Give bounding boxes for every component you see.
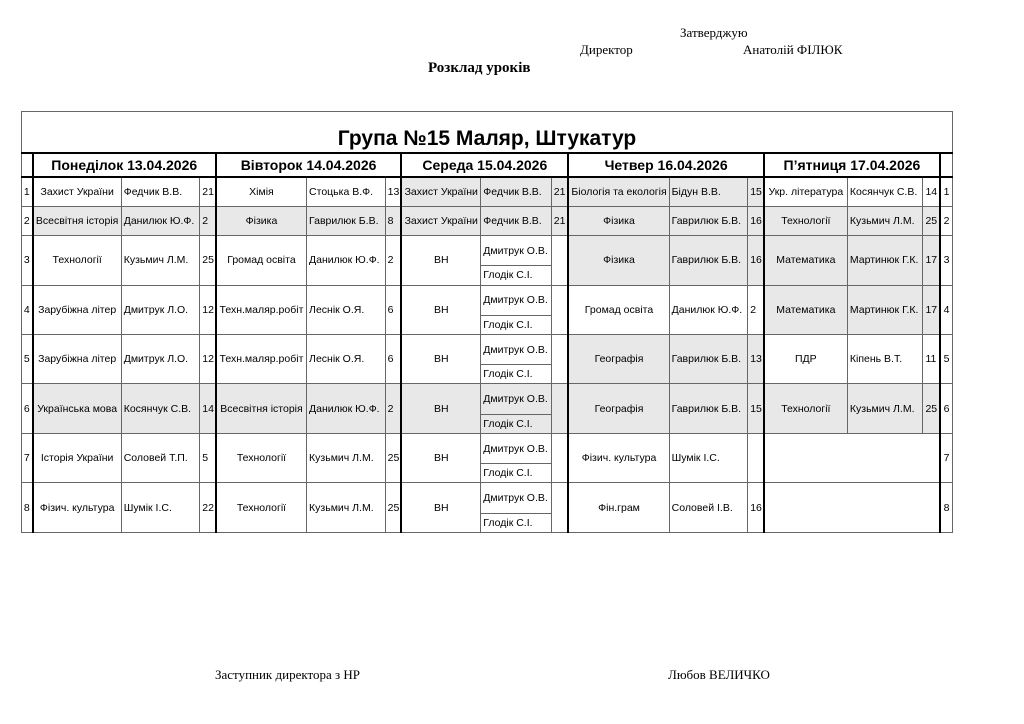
room-cell: 14 [200, 384, 216, 433]
approval-label: Затверджую [680, 25, 748, 40]
subject-cell: Математика [764, 285, 848, 334]
room-cell [551, 483, 568, 533]
room-cell: 6 [385, 335, 401, 384]
empty-lesson-cell [764, 433, 940, 482]
room-cell [551, 285, 568, 334]
table-row [22, 335, 953, 365]
subject-cell: Фізика [568, 206, 669, 235]
room-cell: 12 [200, 335, 216, 384]
teacher-cell: Гаврилюк Б.В. [669, 206, 748, 235]
subject-cell: Технології [764, 206, 848, 235]
room-cell: 2 [200, 206, 216, 235]
teacher-cell: Соловей І.В. [669, 483, 748, 533]
day-spacer-right [940, 153, 952, 177]
table-row [22, 433, 953, 463]
teacher-cell: Гаврилюк Б.В. [669, 236, 748, 285]
teacher-cell: Шумік І.С. [121, 483, 200, 533]
teacher-cell: Кузьмич Л.М. [847, 206, 923, 235]
teacher-cell: Дмитрук О.В. [481, 285, 552, 315]
subject-cell: Захист України [401, 206, 481, 235]
teacher-cell: Стоцька В.Ф. [307, 177, 386, 206]
room-cell: 2 [748, 285, 764, 334]
day-header-wednesday: Середа 15.04.2026 [401, 153, 568, 177]
room-cell [551, 433, 568, 482]
teacher-cell: Кіпень В.Т. [847, 335, 923, 384]
room-cell: 13 [385, 177, 401, 206]
teacher-cell: Глодік С.І. [481, 513, 552, 532]
subject-cell: Всесвітня історія [33, 206, 122, 235]
teacher-cell: Косянчук С.В. [121, 384, 200, 433]
day-header-thursday: Четвер 16.04.2026 [568, 153, 763, 177]
teacher-cell: Соловей Т.П. [121, 433, 200, 482]
teacher-cell: Федчик В.В. [481, 206, 552, 235]
teacher-cell: Гаврилюк Б.В. [307, 206, 386, 235]
subject-cell: Укр. література [764, 177, 848, 206]
group-title: Група №15 Маляр, Штукатур [22, 126, 953, 153]
table-row [22, 177, 953, 206]
subject-cell: Географія [568, 335, 669, 384]
subject-cell: Зарубіжна літер [33, 335, 122, 384]
day-header-tuesday: Вівторок 14.04.2026 [216, 153, 401, 177]
room-cell: 25 [923, 384, 940, 433]
subject-cell: Фізич. культура [568, 433, 669, 482]
teacher-cell: Дмитрук Л.О. [121, 335, 200, 384]
teacher-cell: Шумік І.С. [669, 433, 748, 482]
teacher-cell: Дмитрук О.В. [481, 384, 552, 414]
subject-cell: Громад освіта [568, 285, 669, 334]
room-cell: 5 [200, 433, 216, 482]
lesson-number: 1 [940, 177, 952, 206]
room-cell: 12 [200, 285, 216, 334]
teacher-cell: Глодік С.І. [481, 365, 552, 384]
teacher-cell: Леснік О.Я. [307, 335, 386, 384]
subject-cell: ВН [401, 335, 481, 384]
teacher-cell: Гаврилюк Б.В. [669, 335, 748, 384]
subject-cell: Українська мова [33, 384, 122, 433]
subject-cell: Техн.маляр.робіт [216, 335, 307, 384]
lesson-number: 5 [22, 335, 33, 384]
room-cell [551, 384, 568, 433]
room-cell: 21 [551, 206, 568, 235]
room-cell: 14 [923, 177, 940, 206]
room-cell [551, 335, 568, 384]
subject-cell: ПДР [764, 335, 848, 384]
subject-cell: Математика [764, 236, 848, 285]
teacher-cell: Мартинюк Г.К. [847, 285, 923, 334]
deputy-name: Любов ВЕЛИЧКО [668, 667, 770, 682]
room-cell [748, 433, 764, 482]
day-header-friday: П’ятниця 17.04.2026 [764, 153, 940, 177]
lesson-number: 2 [22, 206, 33, 235]
subject-cell: Технології [216, 433, 307, 482]
lesson-number: 4 [22, 285, 33, 334]
teacher-cell: Данилюк Ю.Ф. [307, 236, 386, 285]
teacher-cell: Леснік О.Я. [307, 285, 386, 334]
teacher-cell: Глодік С.І. [481, 266, 552, 285]
table-row [22, 206, 953, 235]
teacher-cell: Бідун В.В. [669, 177, 748, 206]
table-row [22, 236, 953, 266]
room-cell: 11 [923, 335, 940, 384]
subject-cell: ВН [401, 433, 481, 482]
subject-cell: Технології [216, 483, 307, 533]
room-cell: 16 [748, 236, 764, 285]
table-row [22, 483, 953, 513]
director-title: Директор [580, 42, 633, 57]
room-cell: 8 [385, 206, 401, 235]
room-cell: 22 [200, 483, 216, 533]
table-top-strip [22, 112, 953, 126]
teacher-cell: Федчик В.В. [121, 177, 200, 206]
teacher-cell: Данилюк Ю.Ф. [121, 206, 200, 235]
room-cell: 13 [748, 335, 764, 384]
teacher-cell: Дмитрук О.В. [481, 236, 552, 266]
lesson-number: 7 [22, 433, 33, 482]
table-row [22, 285, 953, 315]
lesson-number: 7 [940, 433, 952, 482]
subject-cell: ВН [401, 236, 481, 285]
teacher-cell: Косянчук С.В. [847, 177, 923, 206]
lesson-number: 1 [22, 177, 33, 206]
subject-cell: Географія [568, 384, 669, 433]
teacher-cell: Глодік С.І. [481, 315, 552, 334]
room-cell: 17 [923, 285, 940, 334]
subject-cell: Фізика [568, 236, 669, 285]
empty-lesson-cell [764, 483, 940, 533]
lesson-number: 3 [22, 236, 33, 285]
document-title: Розклад уроків [428, 60, 531, 76]
subject-cell: Всесвітня історія [216, 384, 307, 433]
director-name: Анатолій ФІЛЮК [743, 42, 843, 57]
teacher-cell: Кузьмич Л.М. [307, 433, 386, 482]
room-cell: 16 [748, 206, 764, 235]
subject-cell: Громад освіта [216, 236, 307, 285]
teacher-cell: Федчик В.В. [481, 177, 552, 206]
lesson-number: 6 [940, 384, 952, 433]
teacher-cell: Глодік С.І. [481, 414, 552, 433]
room-cell: 6 [385, 285, 401, 334]
subject-cell: Захист України [401, 177, 481, 206]
teacher-cell: Дмитрук О.В. [481, 433, 552, 463]
subject-cell: Зарубіжна літер [33, 285, 122, 334]
teacher-cell: Кузьмич Л.М. [121, 236, 200, 285]
teacher-cell: Дмитрук О.В. [481, 483, 552, 513]
teacher-cell: Мартинюк Г.К. [847, 236, 923, 285]
teacher-cell: Дмитрук Л.О. [121, 285, 200, 334]
room-cell: 15 [748, 384, 764, 433]
subject-cell: Історія України [33, 433, 122, 482]
lesson-number: 8 [22, 483, 33, 533]
room-cell [551, 236, 568, 285]
subject-cell: Біологія та екологія [568, 177, 669, 206]
room-cell: 25 [385, 483, 401, 533]
lesson-number: 2 [940, 206, 952, 235]
room-cell: 2 [385, 236, 401, 285]
deputy-title: Заступник директора з НР [215, 667, 361, 682]
room-cell: 25 [923, 206, 940, 235]
lesson-number: 8 [940, 483, 952, 533]
lesson-number: 3 [940, 236, 952, 285]
subject-cell: Технології [33, 236, 122, 285]
lesson-number: 6 [22, 384, 33, 433]
subject-cell: ВН [401, 483, 481, 533]
teacher-cell: Данилюк Ю.Ф. [669, 285, 748, 334]
room-cell: 21 [551, 177, 568, 206]
room-cell: 15 [748, 177, 764, 206]
subject-cell: Технології [764, 384, 848, 433]
schedule-table [21, 111, 953, 533]
table-row [22, 384, 953, 414]
teacher-cell: Данилюк Ю.Ф. [307, 384, 386, 433]
subject-cell: Фізика [216, 206, 307, 235]
room-cell: 17 [923, 236, 940, 285]
day-header-monday: Понеділок 13.04.2026 [33, 153, 216, 177]
lesson-number: 4 [940, 285, 952, 334]
subject-cell: Техн.маляр.робіт [216, 285, 307, 334]
teacher-cell: Кузьмич Л.М. [307, 483, 386, 533]
subject-cell: ВН [401, 384, 481, 433]
teacher-cell: Кузьмич Л.М. [847, 384, 923, 433]
subject-cell: Фін.грам [568, 483, 669, 533]
teacher-cell: Гаврилюк Б.В. [669, 384, 748, 433]
subject-cell: Захист України [33, 177, 122, 206]
subject-cell: Хімія [216, 177, 307, 206]
day-spacer-left [22, 153, 33, 177]
subject-cell: Фізич. культура [33, 483, 122, 533]
teacher-cell: Дмитрук О.В. [481, 335, 552, 365]
room-cell: 21 [200, 177, 216, 206]
room-cell: 25 [200, 236, 216, 285]
lesson-number: 5 [940, 335, 952, 384]
room-cell: 25 [385, 433, 401, 482]
room-cell: 16 [748, 483, 764, 533]
teacher-cell: Глодік С.І. [481, 464, 552, 483]
room-cell: 2 [385, 384, 401, 433]
subject-cell: ВН [401, 285, 481, 334]
